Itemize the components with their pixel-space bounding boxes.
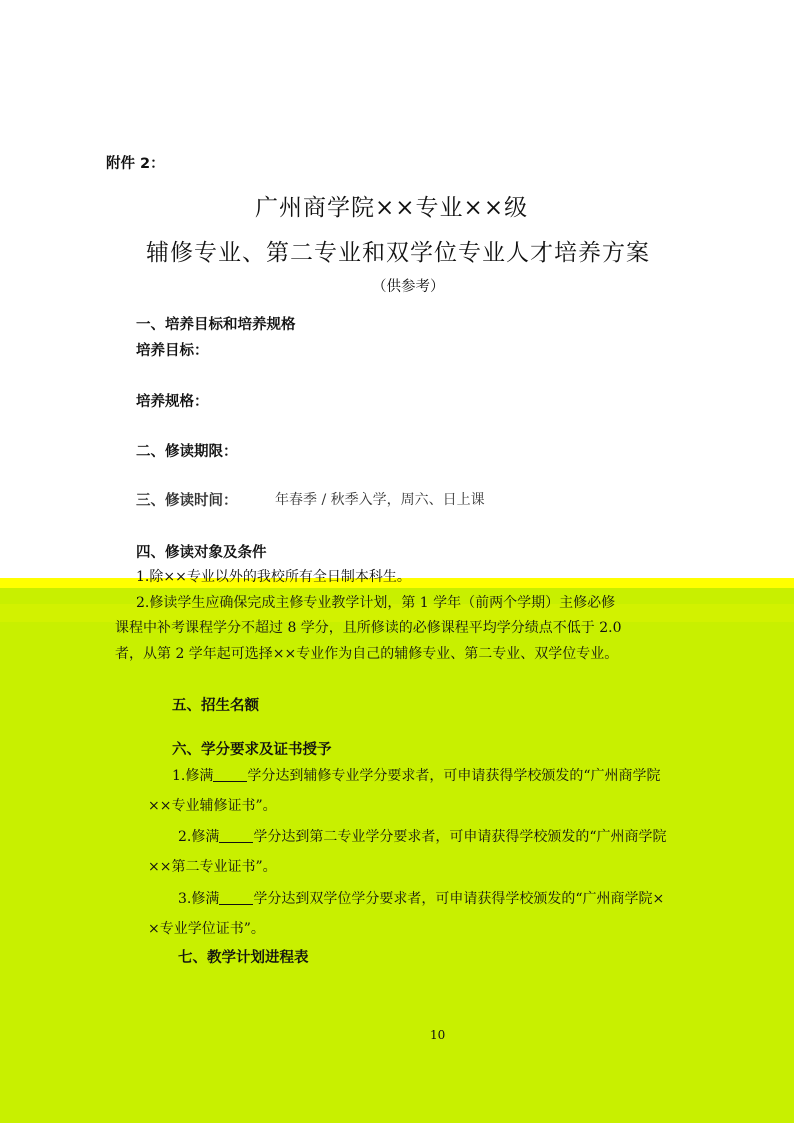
section-6-heading: 六、学分要求及证书授予 [172,742,332,758]
credit-blank-3 [219,890,253,905]
section-1-heading: 一、培养目标和培养规格 [136,317,296,333]
page-number: 10 [430,1028,446,1042]
training-spec-label: 培养规格： [136,394,209,410]
credit-blank-2 [219,828,253,843]
study-time-value: 年春季 / 秋季入学，周六、日上课 [275,492,485,508]
eligibility-item-2-line2: 课程中补考课程学分不超过 8 学分，且所修读的必修课程平均学分绩点不低于 2.0 [115,620,622,636]
credit-item-1-post: 学分达到辅修专业学分要求者，可申请获得学校颁发的“广州商学院 [247,768,661,784]
credit-item-1-line2: ××专业辅修证书”。 [148,798,277,814]
credit-item-1-pre: 1.修满 [172,768,214,784]
eligibility-item-2-line1: 2.修读学生应确保完成主修专业教学计划，第 1 学年（前两个学期）主修必修 [136,595,616,611]
eligibility-item-1: 1.除××专业以外的我校所有全日制本科生。 [136,569,411,585]
credit-item-1 [172,765,661,785]
document-title-line1: 广州商学院××专业××级 [255,195,529,221]
training-goal-label: 培养目标： [136,343,209,359]
credit-item-2-line2: ××第二专业证书”。 [148,859,277,875]
document-title-line2: 辅修专业、第二专业和双学位专业人才培养方案 [146,240,650,266]
section-7-heading: 七、教学计划进程表 [178,950,309,966]
section-4-heading: 四、修读对象及条件 [136,545,267,561]
credit-item-3-post: 学分达到双学位学分要求者，可申请获得学校颁发的“广州商学院× [253,891,665,907]
section-5-heading: 五、招生名额 [172,698,259,714]
section-2-heading: 二、修读期限： [136,444,238,460]
credit-item-3 [178,888,664,908]
credit-item-2-post: 学分达到第二专业学分要求者，可申请获得学校颁发的“广州商学院 [253,829,667,845]
section-3-heading: 三、修读时间： [136,493,238,509]
credit-item-2 [178,826,667,846]
attachment-label: 附件 2： [106,156,165,172]
eligibility-item-2-line3: 者，从第 2 学年起可选择××专业作为自己的辅修专业、第二专业、双学位专业。 [115,646,619,662]
document-title-note: （供参考） [372,279,445,295]
credit-item-3-pre: 3.修满 [178,891,220,907]
credit-blank-1 [213,767,247,782]
credit-item-3-line2: ×专业学位证书”。 [148,921,265,937]
credit-item-2-pre: 2.修满 [178,829,220,845]
highlight-band-green [0,588,794,1123]
